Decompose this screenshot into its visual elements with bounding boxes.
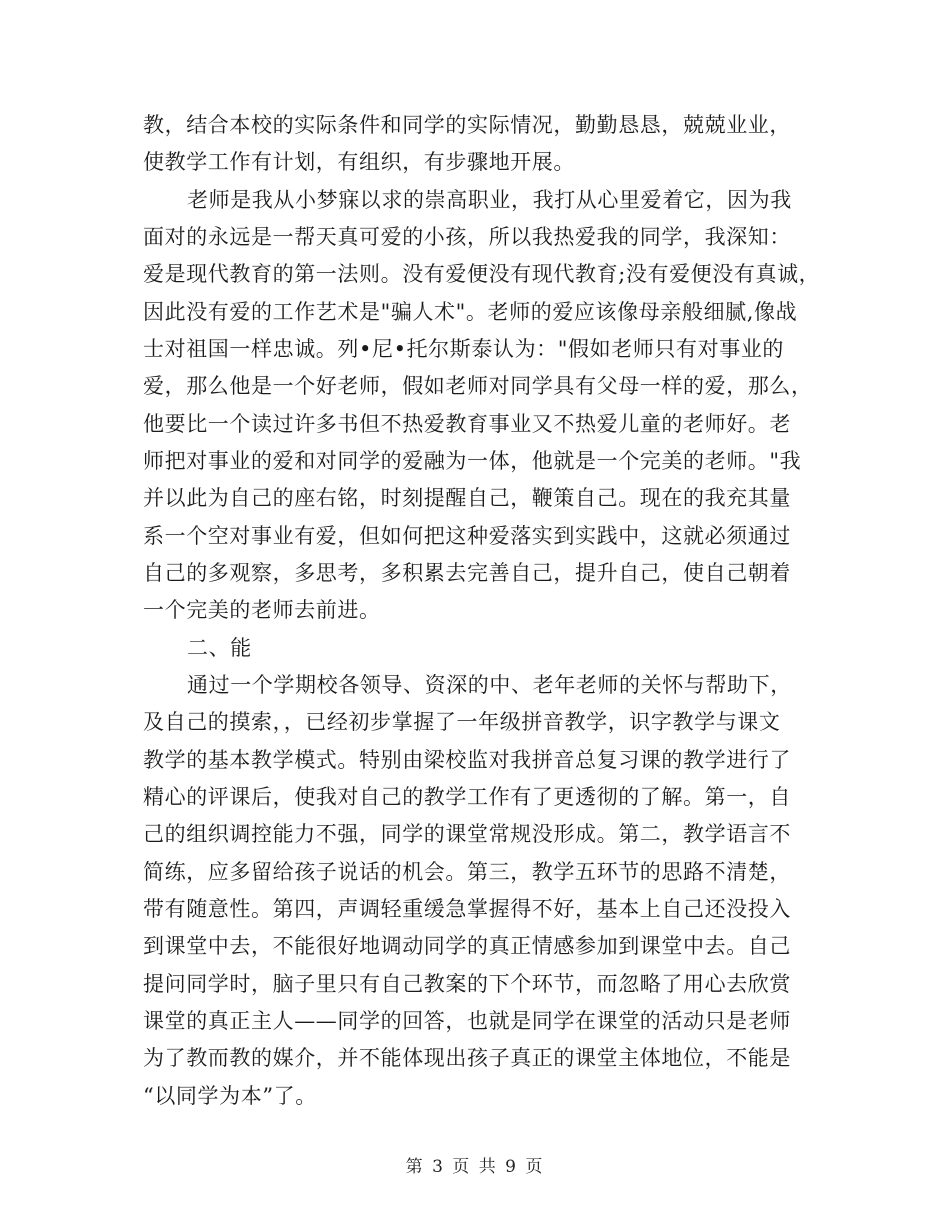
body-text-line: 系一个空对事业有爱，但如何把这种爱落实到实践中，这就必须通过: [143, 524, 791, 548]
page-number-footer: 第 3 页 共 9 页: [405, 1157, 545, 1177]
body-text-line: 及自己的摸索，，已经初步掌握了一年级拼音教学，识字教学与课文: [143, 710, 781, 734]
section-heading: 二、能: [187, 636, 252, 660]
body-text-line: 爱，那么他是一个好老师，假如老师对同学具有父母一样的爱，那么，: [143, 374, 813, 398]
body-text-line: 师把对事业的爱和对同学的爱融为一体，他就是一个完美的老师。"我: [143, 449, 802, 473]
body-text-line: 精心的评课后，使我对自己的教学工作有了更透彻的了解。第一，自: [143, 785, 791, 809]
body-text-line: 士对祖国一样忠诚。列•尼•托尔斯泰认为："假如老师只有对事业的: [143, 337, 785, 361]
body-text-line: 因此没有爱的工作艺术是"骗人术"。老师的爱应该像母亲般细腻,像战: [143, 300, 798, 324]
body-text-line: 到课堂中去，不能很好地调动同学的真正情感参加到课堂中去。自己: [143, 934, 791, 958]
body-text-line: 提问同学时，脑子里只有自己教案的下个环节，而忽略了用心去欣赏: [143, 972, 791, 996]
body-text-line: 并以此为自己的座右铭，时刻提醒自己，鞭策自己。现在的我充其量: [143, 486, 791, 510]
body-text-line: 爱是现代教育的第一法则。没有爱便没有现代教育;没有爱便没有真诚，: [143, 262, 821, 286]
body-text-line: 一个完美的老师去前进。: [143, 598, 381, 622]
body-text-line: 简练，应多留给孩子说话的机会。第三，教学五环节的思路不清楚，: [143, 860, 791, 884]
body-text-line: 己的组织调控能力不强，同学的课堂常规没形成。第二，教学语言不: [143, 822, 791, 846]
body-text-line: 教学的基本教学模式。特别由梁校监对我拼音总复习课的教学进行了: [143, 748, 791, 772]
body-text-line: 为了教而教的媒介，并不能体现出孩子真正的课堂主体地位，不能是: [143, 1046, 791, 1070]
body-text-line: 通过一个学期校各领导、资深的中、老年老师的关怀与帮助下，: [187, 673, 792, 697]
body-text-line: 教，结合本校的实际条件和同学的实际情况，勤勤恳恳，兢兢业业，: [143, 113, 791, 137]
body-text-line: “以同学为本”了。: [143, 1084, 317, 1108]
body-text-line: 他要比一个读过许多书但不热爱教育事业又不热爱儿童的老师好。老: [143, 412, 791, 436]
body-text-line: 自己的多观察，多思考，多积累去完善自己，提升自己，使自己朝着: [143, 561, 791, 585]
body-text-line: 老师是我从小梦寐以求的崇高职业，我打从心里爱着它，因为我: [187, 188, 792, 212]
body-text-line: 课堂的真正主人——同学的回答，也就是同学在课堂的活动只是老师: [143, 1009, 791, 1033]
body-text-line: 使教学工作有计划，有组织，有步骤地开展。: [143, 150, 575, 174]
body-text-line: 带有随意性。第四，声调轻重缓急掌握得不好，基本上自己还没投入: [143, 897, 791, 921]
body-text-line: 面对的永远是一帮天真可爱的小孩，所以我热爱我的同学，我深知：: [143, 225, 791, 249]
